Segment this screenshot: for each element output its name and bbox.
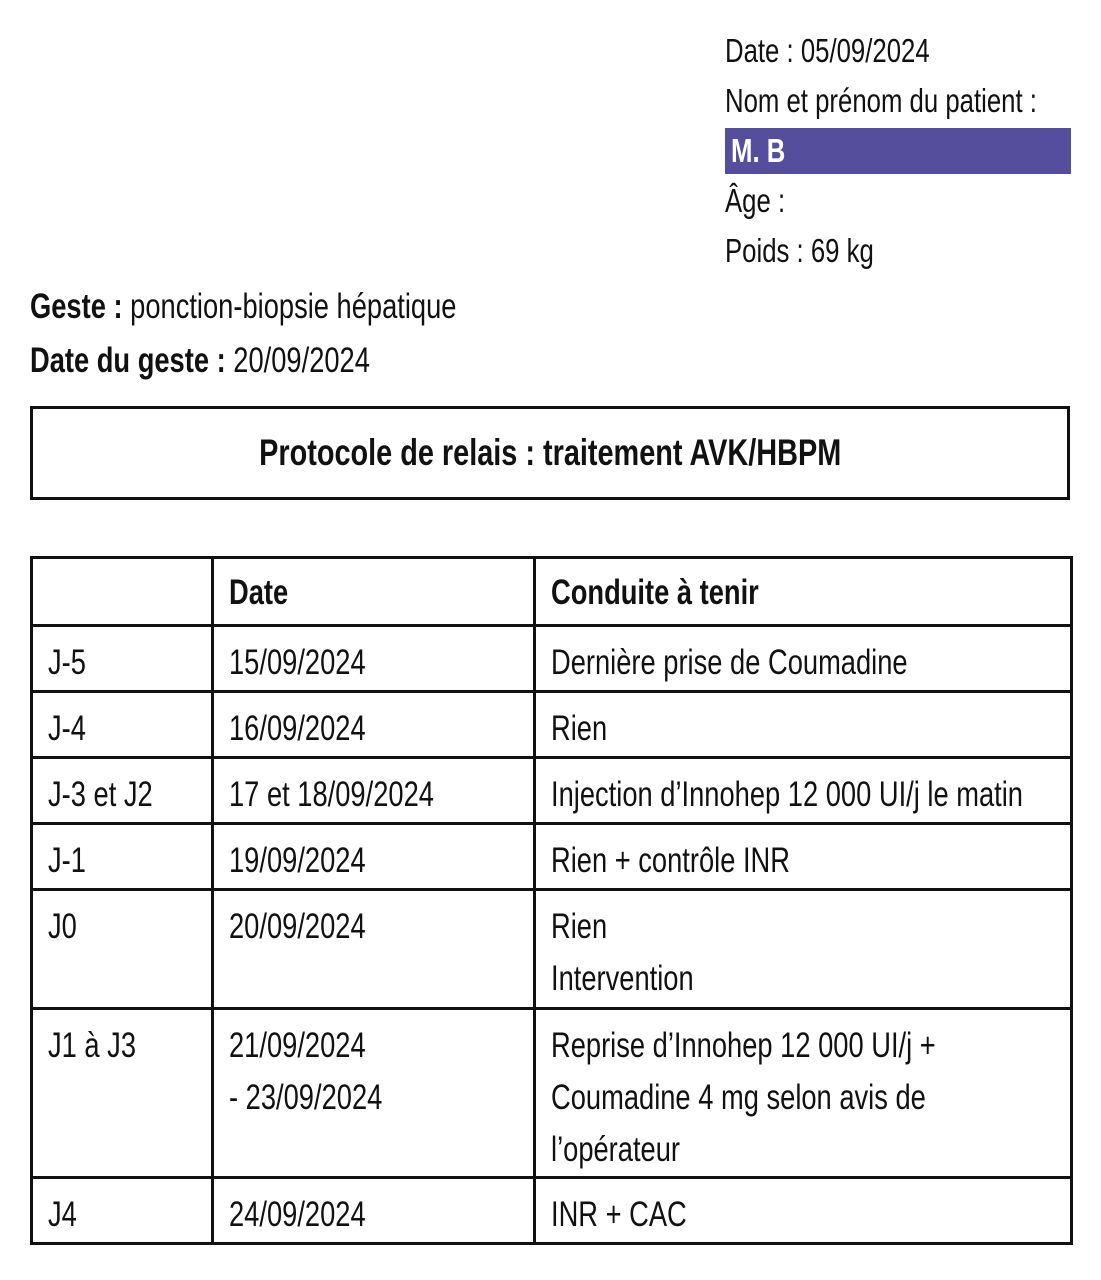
table-cell-action: INR + CAC: [535, 1178, 1072, 1244]
table-cell-date: 15/09/2024: [213, 626, 535, 692]
protocol-title: Protocole de relais : traitement AVK/HBPM: [258, 432, 842, 473]
patient-weight: Poids : 69 kg: [725, 232, 874, 269]
table-header-date: Date: [213, 558, 535, 626]
patient-name-label: Nom et prénom du patient :: [725, 82, 1037, 119]
patient-name-value: M. B: [725, 128, 1071, 174]
table-cell-action: Rien: [535, 692, 1072, 758]
table-cell-date: 17 et 18/09/2024: [213, 758, 535, 824]
table-row: [32, 1178, 1072, 1244]
protocol-table: [30, 556, 1073, 1245]
table-row: [32, 758, 1072, 824]
table-header-day: [32, 558, 213, 626]
table-cell-date: 21/09/2024 - 23/09/2024: [213, 1009, 535, 1178]
table-cell-date: 19/09/2024: [213, 824, 535, 890]
table-row: [32, 890, 1072, 1009]
table-cell-day: J-4: [32, 692, 213, 758]
table-cell-day: J-1: [32, 824, 213, 890]
table-header-action: Conduite à tenir: [535, 558, 1072, 626]
table-cell-day: J4: [32, 1178, 213, 1244]
table-cell-action: Rien Intervention: [535, 890, 1072, 1009]
table-cell-action: Injection d’Innohep 12 000 UI/j le matin: [535, 758, 1072, 824]
table-cell-day: J-5: [32, 626, 213, 692]
table-cell-date: 24/09/2024: [213, 1178, 535, 1244]
table-cell-action: Dernière prise de Coumadine: [535, 626, 1072, 692]
table-row: [32, 626, 1072, 692]
table-row: [32, 824, 1072, 890]
protocol-title-box: [30, 406, 1070, 500]
procedure-date-value: 20/09/2024: [233, 341, 370, 380]
document-date: Date : 05/09/2024: [725, 32, 930, 69]
procedure-date-label: Date du geste :: [30, 341, 226, 380]
table-row: [32, 1009, 1072, 1178]
procedure-gesture-label: Geste :: [30, 287, 123, 326]
procedure-gesture-value: ponction-biopsie hépatique: [130, 287, 457, 326]
table-cell-day: J-3 et J2: [32, 758, 213, 824]
table-header-row: [32, 558, 1072, 626]
table-cell-day: J0: [32, 890, 213, 1009]
procedure-gesture: [30, 280, 730, 334]
table-cell-date: 20/09/2024: [213, 890, 535, 1009]
table-cell-date: 16/09/2024: [213, 692, 535, 758]
table-cell-action: Rien + contrôle INR: [535, 824, 1072, 890]
procedure-date: [30, 334, 730, 388]
patient-info: [725, 26, 1071, 276]
table-cell-action: Reprise d’Innohep 12 000 UI/j + Coumadine 4 mg selon avis de l’opérateur: [535, 1009, 1072, 1178]
patient-age-label: Âge :: [725, 182, 786, 219]
table-row: [32, 692, 1072, 758]
procedure-info: [30, 280, 730, 388]
table-cell-day: J1 à J3: [32, 1009, 213, 1178]
